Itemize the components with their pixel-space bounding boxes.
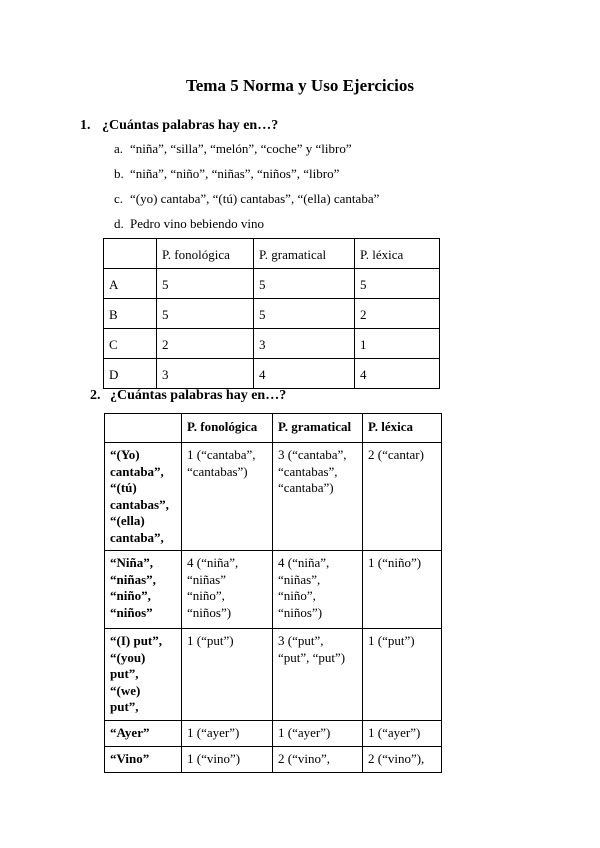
- question-2-heading: [90, 388, 286, 404]
- cell-line: “put”, “put”): [278, 649, 346, 665]
- answer-table-2: [104, 413, 442, 773]
- row-label: [105, 721, 182, 747]
- table-row: [104, 359, 440, 389]
- cell-line: put”,: [110, 699, 139, 715]
- cell-line: cantaba”,: [110, 463, 164, 479]
- question-1-options: [114, 141, 379, 241]
- cell-line: “niñas”,: [278, 571, 321, 587]
- header-cell: [105, 414, 182, 443]
- table-row: [105, 551, 442, 629]
- cell-line: “niño”,: [110, 588, 151, 604]
- table-row: [104, 329, 440, 359]
- table-cell: [182, 551, 273, 629]
- row-label: [105, 443, 182, 551]
- table-cell: [363, 629, 442, 721]
- cell-line: “(ella): [110, 513, 145, 529]
- cell-line: 1 (“ayer”): [278, 725, 331, 740]
- table-cell: [273, 551, 363, 629]
- cell-line: “(we): [110, 682, 141, 698]
- cell-line: 1 (“cantaba”,: [187, 447, 256, 462]
- question-2-text: ¿Cuántas palabras hay en…?: [110, 388, 287, 403]
- header-cell: P. gramatical: [273, 414, 363, 443]
- option-a: [114, 141, 379, 166]
- table-cell: A: [104, 269, 157, 299]
- table-cell: [363, 443, 442, 551]
- table-header-row: [104, 239, 440, 269]
- table-cell: [182, 721, 273, 747]
- cell-line: “niñas”: [187, 571, 226, 587]
- cell-line: 4 (“niña”,: [187, 555, 239, 570]
- row-label: [105, 551, 182, 629]
- question-1-heading: [80, 118, 278, 134]
- option-letter: c.: [114, 191, 124, 206]
- table-cell: [182, 747, 273, 773]
- option-letter: d.: [114, 216, 124, 231]
- table-cell: B: [104, 299, 157, 329]
- table-cell: 3: [254, 329, 355, 359]
- cell-line: “niñas”,: [110, 571, 156, 587]
- answer-table-1: [103, 238, 440, 389]
- table-cell: 5: [157, 269, 254, 299]
- table-row: [105, 747, 442, 773]
- table-row: [104, 299, 440, 329]
- cell-line: “(tú): [110, 480, 137, 496]
- table-cell: 5: [254, 299, 355, 329]
- cell-line: 2 (“vino”,: [278, 751, 330, 766]
- header-cell: [104, 239, 157, 269]
- table-cell: 4: [355, 359, 440, 389]
- cell-line: 1 (“put”): [187, 633, 234, 648]
- question-1-number: 1.: [80, 118, 91, 133]
- table-cell: 5: [254, 269, 355, 299]
- cell-line: 4 (“niña”,: [278, 555, 330, 570]
- option-text: Pedro vino bebiendo vino: [130, 216, 264, 231]
- table-cell: [273, 721, 363, 747]
- cell-line: cantabas”,: [110, 496, 169, 512]
- option-letter: a.: [114, 141, 124, 156]
- option-text: “niña”, “niño”, “niñas”, “niños”, “libro”: [130, 166, 340, 181]
- option-b: [114, 166, 379, 191]
- cell-line: 2 (“cantar): [368, 447, 424, 462]
- cell-line: “niño”,: [187, 588, 225, 604]
- cell-line: “Niña”,: [110, 555, 153, 570]
- table-cell: 2: [355, 299, 440, 329]
- option-c: [114, 191, 379, 216]
- cell-line: “niños”): [187, 604, 232, 620]
- table-cell: C: [104, 329, 157, 359]
- table-cell: [363, 721, 442, 747]
- table-cell: [363, 747, 442, 773]
- cell-line: 1 (“ayer”): [187, 725, 240, 740]
- cell-line: 2 (“vino”),: [368, 751, 425, 766]
- cell-line: 1 (“niño”): [368, 555, 422, 570]
- cell-line: 3 (“put”,: [278, 633, 324, 648]
- table-cell: 3: [157, 359, 254, 389]
- header-cell: P. gramatical: [254, 239, 355, 269]
- table-cell: [273, 443, 363, 551]
- cell-line: 1 (“vino”): [187, 751, 241, 766]
- cell-line: “niño”,: [278, 588, 316, 604]
- cell-line: “niños”: [110, 604, 153, 620]
- header-cell: P. léxica: [355, 239, 440, 269]
- cell-line: 1 (“put”): [368, 633, 415, 648]
- cell-line: “Vino”: [110, 751, 150, 766]
- cell-line: put”,: [110, 666, 139, 682]
- table-cell: 5: [355, 269, 440, 299]
- header-cell: P. léxica: [363, 414, 442, 443]
- row-label: [105, 747, 182, 773]
- cell-line: “niños”): [278, 604, 323, 620]
- table-cell: [273, 747, 363, 773]
- row-label: [105, 629, 182, 721]
- cell-line: 3 (“cantaba”,: [278, 447, 347, 462]
- cell-line: “(Yo): [110, 447, 140, 462]
- table-cell: 5: [157, 299, 254, 329]
- table-cell: [363, 551, 442, 629]
- cell-line: “cantaba”): [278, 480, 334, 496]
- table-cell: [273, 629, 363, 721]
- table-cell: 1: [355, 329, 440, 359]
- cell-line: 1 (“ayer”): [368, 725, 421, 740]
- cell-line: cantaba”,: [110, 529, 164, 545]
- table-row: [105, 721, 442, 747]
- table-row: [105, 629, 442, 721]
- table-cell: 2: [157, 329, 254, 359]
- cell-line: “(I) put”,: [110, 633, 163, 648]
- cell-line: “cantabas”): [187, 463, 248, 479]
- table-header-row: [105, 414, 442, 443]
- table-cell: D: [104, 359, 157, 389]
- table-cell: [182, 443, 273, 551]
- option-text: “(yo) cantaba”, “(tú) cantabas”, “(ella) cantaba”: [130, 191, 380, 206]
- cell-line: “cantabas”,: [278, 463, 338, 479]
- header-cell: P. fonológica: [182, 414, 273, 443]
- table-row: [104, 269, 440, 299]
- cell-line: “Ayer”: [110, 725, 150, 740]
- page-title: Tema 5 Norma y Uso Ejercicios: [185, 76, 415, 95]
- table-cell: [182, 629, 273, 721]
- cell-line: “(you): [110, 649, 146, 665]
- option-letter: b.: [114, 166, 124, 181]
- question-2-number: 2.: [90, 388, 101, 403]
- option-text: “niña”, “silla”, “melón”, “coche” y “libro”: [130, 141, 352, 156]
- question-1-text: ¿Cuántas palabras hay en…?: [102, 118, 279, 133]
- header-cell: P. fonológica: [157, 239, 254, 269]
- table-cell: 4: [254, 359, 355, 389]
- table-row: [105, 443, 442, 551]
